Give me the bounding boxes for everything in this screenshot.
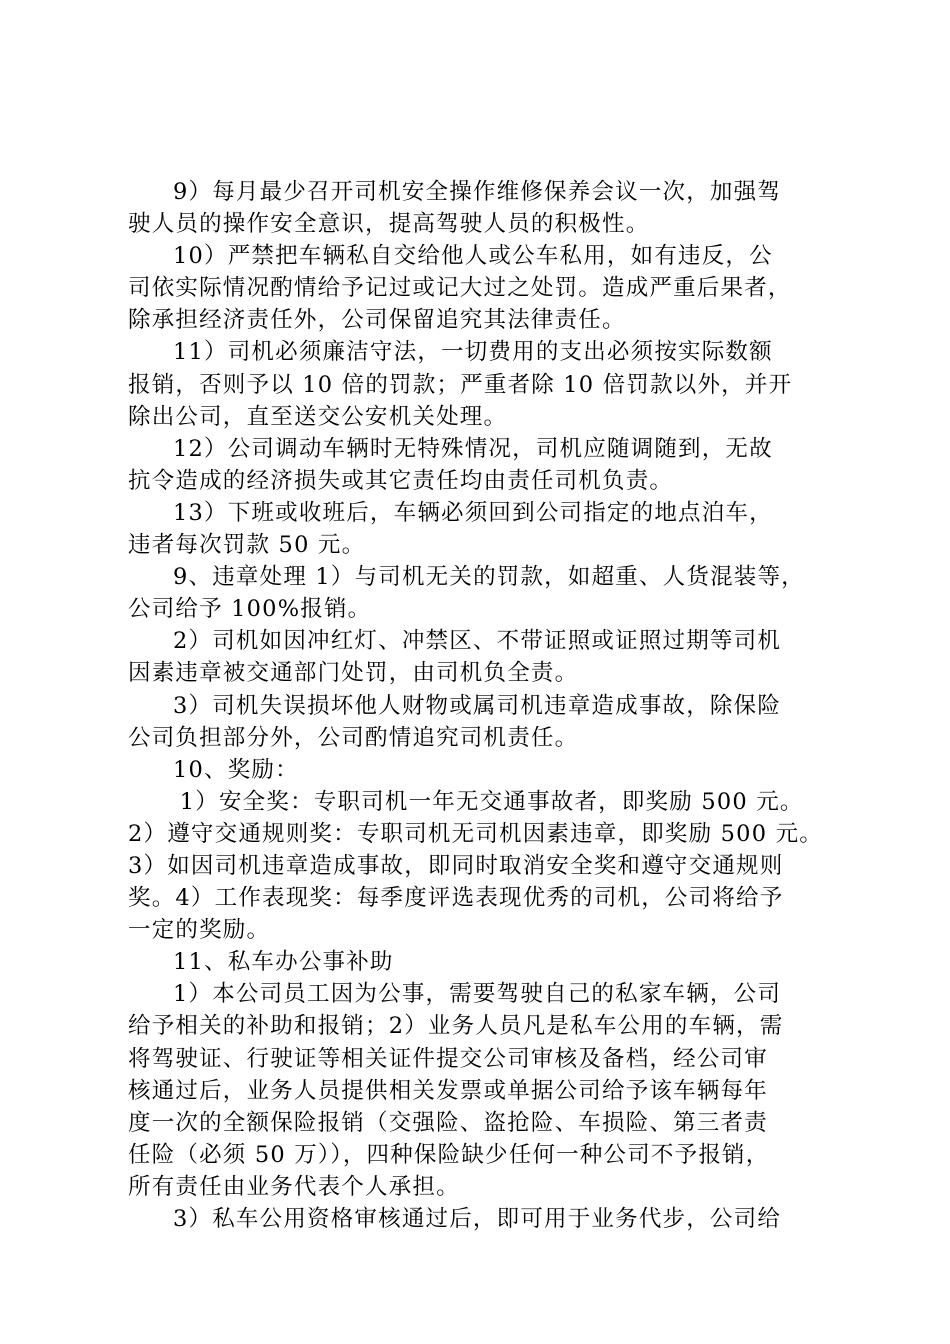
text-line: 1）安全奖：专职司机一年无交通事故者，即奖励 500 元。 (179, 788, 804, 815)
text-line: 因素违章被交通部门处罚，由司机负全责。 (128, 660, 579, 687)
text-line: 11）司机必须廉洁守法，一切费用的支出必须按实际数额 (173, 339, 773, 366)
text-line: 任险（必须 50 万）），四种保险缺少任何一种公司不予报销， (128, 1141, 770, 1168)
text-line: 一定的奖励。 (128, 917, 271, 944)
text-line: 公司负担部分外，公司酌情追究司机责任。 (128, 724, 579, 751)
paragraph-p11-honesty (128, 336, 838, 432)
paragraph-s10-heading (128, 754, 838, 786)
text-line: 3）司机失误损坏他人财物或属司机违章造成事故，除保险 (173, 692, 782, 719)
text-line: 9）每月最少召开司机安全操作维修保养会议一次，加强驾 (173, 179, 782, 205)
text-line: 13）下班或收班后，车辆必须回到公司指定的地点泊车， (173, 499, 773, 526)
text-line: 核通过后，业务人员提供相关发票或单据公司给予该车辆每年 (128, 1077, 768, 1104)
text-line: 将驾驶证、行驶证等相关证件提交公司审核及备档，经公司审 (128, 1045, 768, 1072)
text-line: 2）遵守交通规则奖：专职司机无司机因素违章，即奖励 500 元。 (128, 820, 823, 847)
text-line: 报销，否则予以 10 倍的罚款；严重者除 10 倍罚款以外，并开 (128, 371, 793, 398)
document-body (128, 176, 838, 1235)
text-line: 抗令造成的经济损失或其它责任均由责任司机负责。 (128, 467, 674, 494)
text-line: 9、违章处理 1）与司机无关的罚款，如超重、人货混装等， (173, 564, 805, 591)
paragraph-s9-item2 (128, 625, 838, 689)
text-line: 除出公司，直至送交公安机关处理。 (128, 403, 508, 430)
text-line: 10、奖励： (173, 756, 299, 783)
text-line: 2）司机如因冲红灯、冲禁区、不带证照或证照过期等司机 (173, 628, 782, 655)
text-line: 驶人员的操作安全意识，提高驾驶人员的积极性。 (128, 211, 650, 238)
text-line: 司依实际情况酌情给予记过或记大过之处罚。造成严重后果者， (128, 275, 792, 302)
paragraph-s11-heading (128, 946, 838, 978)
text-line: 度一次的全额保险报销（交强险、盗抢险、车损险、第三者责 (128, 1109, 768, 1136)
paragraph-s9-violations (128, 561, 838, 625)
text-line: 3）私车公用资格审核通过后，即可用于业务代步，公司给 (173, 1206, 782, 1232)
text-line: 违者每次罚款 50 元。 (128, 532, 366, 559)
text-line: 公司给予 100%报销。 (128, 596, 372, 623)
text-line: 1）本公司员工因为公事，需要驾驶自己的私家车辆，公司 (173, 981, 782, 1008)
paragraph-s9-item3 (128, 690, 838, 754)
text-line: 奖。4）工作表现奖：每季度评选表现优秀的司机，公司将给予 (128, 885, 784, 912)
text-line: 10）严禁把车辆私自交给他人或公车私用，如有违反，公 (173, 243, 773, 270)
paragraph-p13-parking (128, 497, 838, 561)
text-line: 除承担经济责任外，公司保留追究其法律责任。 (128, 307, 626, 334)
text-line: 11、私车办公事补助 (173, 949, 394, 976)
text-line: 3）如因司机违章造成事故，即同时取消安全奖和遵守交通规则 (128, 852, 784, 879)
paragraph-s10-rewards (128, 786, 838, 946)
paragraph-p9-meeting (128, 176, 838, 240)
paragraph-s11-item3 (128, 1203, 838, 1235)
paragraph-p12-dispatch (128, 433, 838, 497)
text-line: 12）公司调动车辆时无特殊情况，司机应随调随到，无故 (173, 435, 773, 462)
text-line: 所有责任由业务代表个人承担。 (128, 1173, 460, 1200)
paragraph-s11-item1 (128, 978, 838, 1203)
paragraph-p10-private-use (128, 240, 838, 336)
text-line: 给予相关的补助和报销；2）业务人员凡是私车公用的车辆，需 (128, 1013, 784, 1040)
